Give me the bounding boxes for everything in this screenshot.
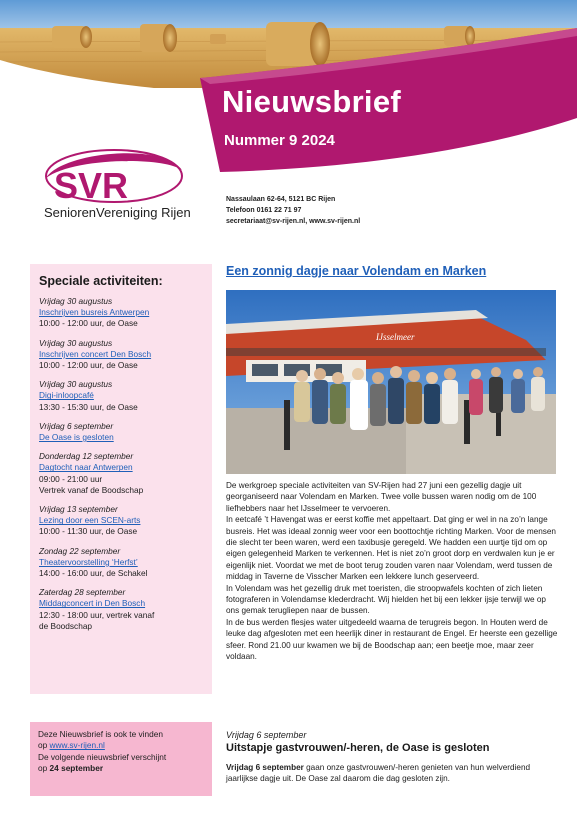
- address-block: [226, 194, 360, 227]
- logo-letters: SVR: [54, 165, 129, 206]
- article2-text: gaan onze gastvrouwen/-heren genieten van hun welverdiend jaarlijkse dagje uit. De Oase zal daarom die dag gesloten zijn.: [226, 763, 531, 784]
- activity-date: Vrijdag 30 augustus: [39, 337, 113, 348]
- activity-info: 09:00 - 21:00 uur: [39, 473, 103, 484]
- hay-bale: [266, 22, 330, 66]
- article-paragraph: In Volendam was het gezellig druk met toeristen, die stroopwafels kochten of zich lieten fotograferen in Volendamse klederdracht. Wij hielden het bij een lekker ijsje terwijl we op ons gemak terugliepen naar de bussen.: [226, 583, 546, 616]
- activity-link[interactable]: Dagtocht naar Antwerpen: [39, 462, 133, 473]
- activity-link[interactable]: Lezing door een SCEN-arts: [39, 515, 141, 526]
- activity-item: [39, 421, 204, 443]
- activity-info: 10:00 - 11:30 uur, de Oase: [39, 526, 138, 537]
- activity-item: [39, 504, 204, 538]
- sidebar-title: Speciale activiteiten:: [39, 274, 163, 288]
- hay-bale: [444, 26, 475, 46]
- activity-info: 10:00 - 12:00 uur, de Oase: [39, 360, 138, 371]
- main-column: [226, 264, 558, 784]
- activity-item: [39, 587, 204, 632]
- activity-date: Vrijdag 30 augustus: [39, 379, 113, 390]
- article-title-link[interactable]: Een zonnig dagje naar Volendam en Marken: [226, 264, 487, 278]
- email-web-line: secretariaat@sv-rijen.nl, www.sv-rijen.nl: [226, 218, 361, 225]
- article2-body: [226, 762, 558, 785]
- article-paragraph: In eetcafé ’t Havengat was er eerst koffie met appeltaart. Dat ging er wel in na zo’n lange busreis. Het was ideaal zonnig weer voor een boottochtje richting Marken. Voor de mensen die slecht ter been waren, werd een taxibusje geregeld. We hadden een uurtje tijd om op eigen gelegenheid Marken te verkennen. Het is niet zo’n groot dorp en verdwalen kun je er eigenlijk niet. Voordat we met de boot terug zouden varen naar Volendam, werd tussen de middag in Taverne de Visscher Marken een lekkere lunch geserveerd.: [226, 515, 556, 582]
- activity-info: de Boodschap: [39, 620, 93, 631]
- activities-sidebar: [30, 264, 212, 694]
- activity-date: Donderdag 12 september: [39, 451, 134, 462]
- hay-bale: [52, 26, 92, 48]
- article2-bold-date: Vrijdag 6 september: [226, 763, 304, 772]
- activity-item: [39, 546, 204, 580]
- article-paragraph: De werkgroep speciale activiteiten van SV-Rijen had 27 juni een gezellig dagje uit georganiseerd naar Volendam en Marken. Twee volle bussen waren nodig om de 100 liefhebbers naar het IJsselmeer te vervoeren.: [226, 481, 537, 513]
- footer-line: Deze Nieuwsbrief is ook te vinden: [38, 729, 163, 739]
- activity-date: Zaterdag 28 september: [39, 587, 126, 598]
- next-issue-date: 24 september: [49, 762, 104, 773]
- logo-subtitle: SeniorenVereniging Rijen: [44, 205, 191, 220]
- activity-link[interactable]: Inschrijven concert Den Bosch: [39, 348, 152, 359]
- article2-date: Vrijdag 6 september: [226, 730, 307, 740]
- footer-line: De volgende nieuwsbrief verschijnt: [38, 751, 167, 762]
- activity-item: [39, 451, 204, 496]
- phone-line: Telefoon 0161 22 71 97: [226, 207, 302, 214]
- footer-prefix: op: [38, 762, 50, 773]
- activity-date: Vrijdag 30 augustus: [39, 296, 113, 306]
- activity-item: [39, 296, 204, 330]
- activity-item: [39, 338, 204, 372]
- sidebar-footer: [30, 722, 212, 796]
- hay-bale: [140, 24, 177, 52]
- footer-line: [38, 763, 204, 774]
- activity-link[interactable]: De Oase is gesloten: [39, 432, 114, 443]
- activity-link[interactable]: Inschrijven busreis Antwerpen: [39, 307, 150, 318]
- boat-name: IJsselmeer: [376, 332, 415, 342]
- footer-prefix: op: [38, 740, 50, 751]
- activity-info: 12:30 - 18:00 uur, vertrek vanaf: [39, 609, 155, 620]
- newsletter-title: Nieuwsbrief: [222, 84, 402, 119]
- article2-title: Uitstapje gastvrouwen/-heren, de Oase is gesloten: [226, 742, 490, 754]
- activities-list: [39, 296, 204, 632]
- footer-line: [38, 740, 204, 751]
- issue-number: Nummer 9 2024: [224, 132, 335, 149]
- activity-info: 13:30 - 15:30 uur, de Oase: [39, 401, 138, 412]
- activity-link[interactable]: Digi-inloopcafé: [39, 390, 94, 401]
- hay-bale: [210, 34, 226, 44]
- activity-item: [39, 379, 204, 413]
- activity-info: 14:00 - 16:00 uur, de Schakel: [39, 568, 148, 579]
- website-link[interactable]: www.sv-rijen.nl: [49, 740, 105, 751]
- activity-date: Vrijdag 6 september: [39, 420, 114, 431]
- boat-photo: [226, 290, 556, 474]
- activity-link[interactable]: Theatervoorstelling ‘Herfst’: [39, 556, 138, 567]
- activity-date: Zondag 22 september: [39, 545, 121, 556]
- activity-info: Vertrek vanaf de Boodschap: [39, 484, 144, 495]
- activity-date: Vrijdag 13 september: [39, 504, 118, 515]
- activity-info: 10:00 - 12:00 uur, de Oase: [39, 318, 138, 329]
- activity-link[interactable]: Middagconcert in Den Bosch: [39, 598, 146, 609]
- address-line: Nassaulaan 62-64, 5121 BC Rijen: [226, 196, 336, 203]
- article-body: [226, 480, 558, 663]
- article-paragraph: In de bus werden flesjes water uitgedeeld waarna de terugreis begon. In Houten werd de leuke dag afgesloten met een heerlijk diner in restaurant de Engel. Er heerste een gezellige sfeer. Rond 21.00 uur kwamen we bij de Boodschap aan; een beetje moe, maar zeer voldaan.: [226, 617, 558, 662]
